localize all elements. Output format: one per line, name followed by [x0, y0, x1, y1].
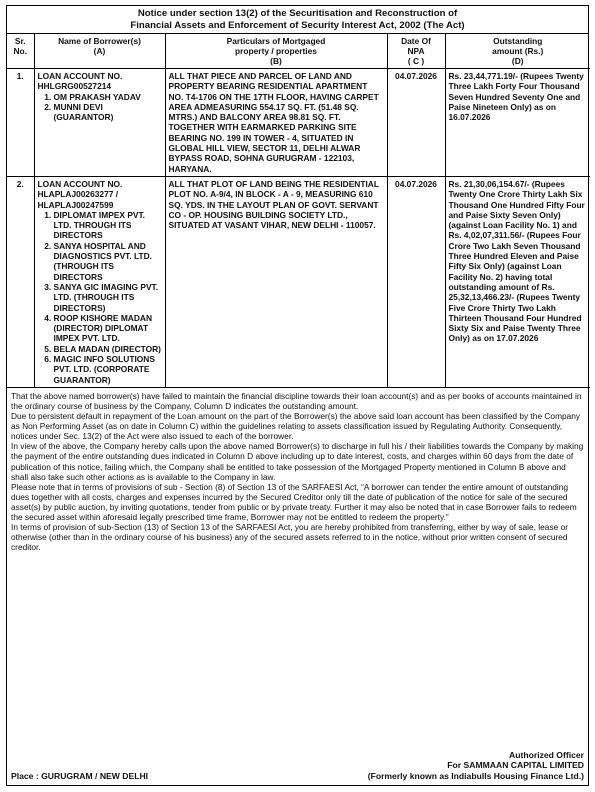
borrower-name: 6. MAGIC INFO SOLUTIONS PVT. LTD. (CORPORATE GUARANTOR)	[54, 354, 162, 385]
legal-notice	[6, 5, 589, 786]
borrower-name: 3. SANYA GIC IMAGING PVT. LTD. (THROUGH ITS DIRECTORS)	[54, 282, 162, 313]
notice-title	[7, 6, 588, 34]
header-borrower: Name of Borrower(s) (A)	[34, 34, 165, 69]
table-row	[7, 69, 590, 177]
header-npa-date: Date Of NPA ( C )	[387, 34, 445, 69]
borrower-name: 5. BELA MADAN (DIRECTOR)	[54, 344, 162, 354]
signature-company: For SAMMAAN CAPITAL LIMITED	[447, 760, 584, 770]
notice-body	[7, 388, 588, 553]
paragraph: That the above named borrower(s) have failed to maintain the financial discipline towards their loan account(s) and as per books of accounts maintained in the ordinary course of business by the Company, Column D indicates the outstanding amount.	[11, 390, 582, 411]
row-sr: 1.	[7, 69, 34, 177]
paragraph: Due to persistent default in repayment of the Loan amount on the part of the Borrower(s) the above said loan account has been classified by the Company as Non Performing Asset (as on date in Column C) within the guidelines relating to assets classification issued by Regulating Authority. Consequently, notices under Sec. 13(2) of the Act were also issued to each of the borrower.	[11, 411, 581, 442]
notice-table	[7, 34, 590, 388]
row-amount: Rs. 21,30,06,154.67/- (Rupees Twenty One Crore Thirty Lakh Six Thousand One Hundred Fifty Four and Paise Sixty Seven Only) (against Loan Facility No. 1) and Rs. 4,02,07,311.56/- (Rupees Four Crore Two Lakh Seven Thousand Three Hundred Eleven and Paise Fifty Six Only) (against Loan Facility No. 2) having total outstanding amount of Rs. 25,32,13,466.23/- (Rupees Twenty Five Crore Thirty Two Lakh Thirteen Thousand Four Hundred Sixty Six and Paise Twenty Three Only) as on 17.07.2026	[445, 176, 590, 387]
row-property: ALL THAT PLOT OF LAND BEING THE RESIDENTIAL PLOT NO. A-9/4, IN BLOCK - A - 9, MEASURING 610 SQ. YDS. IN THE LAYOUT PLAN OF GOVT. SERVANT CO - OP. HOUSING BUILDING SOCIETY LTD., SITUATED AT VASANT VIHAR, NEW DELHI - 110057.	[165, 176, 387, 387]
signature-title: Authorized Officer	[509, 749, 584, 760]
place-label: Place : GURUGRAM / NEW DELHI	[11, 771, 149, 781]
row-property: ALL THAT PIECE AND PARCEL OF LAND AND PROPERTY BEARING RESIDENTIAL APARTMENT NO. T4-1706 ON THE 17TH FLOOR, HAVING CARPET AREA ADMEASURING 554.17 SQ. FT. (51.48 SQ. MTRS.) AND BALCONY AREA 98.81 SQ. FT. TOGETHER WITH EARMARKED PARKING SITE BEARING NO. 199 IN TOWER - 4, SITUATED IN GLOBAL HILL VIEW, SECTOR 11, DELHI ALWAR BYPASS ROAD, SOHNA GURUGRAM - 122103, HARYANA.	[165, 69, 387, 177]
paragraph: Please note that in terms of provisions of sub - Section (8) of Section 13 of the SARFAESI Act, “A borrower can tender the entire amount of outstanding dues together with all costs, charges and expenses incurred by the Secured Creditor only till the date of publication of the notice for sale of the secured asset(s) by public auction, by inviting quotations, tender from public or by private treaty. Further it may also be noted that in case Borrower fails to redeem the secured asset within aforesaid legally prescribed time frame, Borrower may not be entitled to redeem the property.”	[11, 481, 577, 523]
borrower-name: 2. MUNNI DEVI (GUARANTOR)	[54, 102, 162, 123]
loan-account: LOAN ACCOUNT NO. HLAPLAJ00263277 / HLAPLAJ00247599	[37, 178, 123, 210]
row-borrowers	[34, 69, 165, 177]
row-amount: Rs. 23,44,771.19/- (Rupees Twenty Three Lakh Forty Four Thousand Seven Hundred Seventy One and Paise Nineteen Only) as on 16.07.2026	[445, 69, 590, 177]
table-header-row	[7, 34, 590, 69]
borrower-name: 1. OM PRAKASH YADAV	[54, 92, 162, 102]
signature-former-name: (Formerly known as Indiabulls Housing Finance Ltd.)	[367, 770, 584, 781]
loan-account: LOAN ACCOUNT NO. HHLGRG00527214	[37, 71, 123, 92]
paragraph: In view of the above, the Company hereby calls upon the above named Borrower(s) to discharge in full his / their liabilities towards the Company by making the payment of the entire outstanding dues indicated in Column D above including up to date interest, costs, and charges within 60 days from the date of publication of this notice, failing which, the Company shall be entitled to take possession of the Mortgaged Property mentioned in Column B above and shall also take such other actions as is available to the Company in law.	[11, 441, 584, 482]
row-borrowers	[34, 176, 165, 387]
borrower-name: 2. SANYA HOSPITAL AND DIAGNOSTICS PVT. LTD. (THROUGH ITS DIRECTORS	[54, 241, 162, 282]
header-sr-no: Sr. No.	[7, 34, 34, 69]
table-row	[7, 176, 590, 387]
title-line-2: Financial Assets and Enforcement of Security Interest Act, 2002 (The Act)	[130, 20, 465, 31]
borrower-name: 4. ROOP KISHORE MADAN (DIRECTOR) DIPLOMAT IMPEX PVT. LTD.	[54, 313, 162, 344]
title-line-1: Notice under section 13(2) of the Securitisation and Reconstruction of	[137, 8, 458, 19]
row-sr: 2.	[7, 176, 34, 387]
borrower-name: 1. DIPLOMAT IMPEX PVT. LTD. THROUGH ITS DIRECTORS	[54, 210, 162, 241]
paragraph: In terms of provision of sub-Section (13) of Section 13 of the SARFAESI Act, you are hereby prohibited from transferring, either by way of sale, lease or otherwise (other than in the ordinary course of his business) any of the secured assets referred to in the notice, without prior written consent of secured creditor.	[11, 522, 568, 553]
signature-block	[368, 750, 584, 782]
row-npa-date: 04.07.2026	[387, 69, 445, 177]
header-amount: Outstanding amount (Rs.) (D)	[445, 34, 590, 69]
header-property: Particulars of Mortgaged property / properties (B)	[165, 34, 387, 69]
row-npa-date: 04.07.2026	[387, 176, 445, 387]
